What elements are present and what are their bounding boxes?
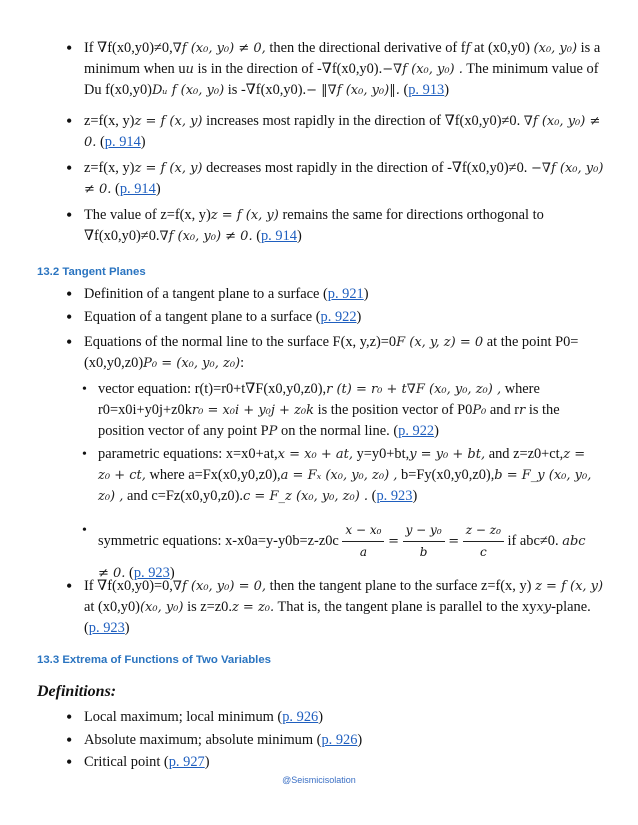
list-item: [84, 752, 604, 773]
sub-list-item: • symmetric equations: x-x0a=y-y0b=z-z0c $\frac{\text{x − x₀}}{a}$ = $\frac{\text{y − y₀}}{b}$ = $\frac{\text{z − z₀}}{c}$ if abc≠0. abc ≠ 0. (p. 923): [98, 520, 598, 584]
math-expression: P₀: [472, 403, 487, 418]
text-run: is in the direction of -∇f(x0,y0).: [193, 61, 383, 77]
math-expression: (x₀, y₀): [533, 41, 578, 56]
denominator: a: [359, 545, 368, 559]
math-expression: z = z₀ + ct,: [98, 447, 586, 483]
text-run: ): [318, 709, 324, 725]
text-run: at the point P0=(x0,y0,z0): [84, 334, 579, 371]
list-item: [84, 576, 604, 639]
math-expression: ∇f (x₀, y₀) ≠ 0.: [84, 114, 601, 150]
text-run: is the position vector of any point P: [98, 402, 560, 439]
text-run: ): [357, 732, 363, 748]
math-expression: Dᵤ f (x₀, y₀): [151, 83, 225, 98]
page-link[interactable]: p. 926: [282, 709, 319, 725]
page-link[interactable]: p. 926: [321, 732, 358, 748]
text-run: Definition of a tangent plane to a surface (: [84, 286, 328, 302]
text-run: ): [204, 754, 210, 770]
text-run: ): [356, 309, 362, 325]
text-run: at (x0,y0): [84, 599, 140, 615]
text-run: is z=z0.: [183, 599, 232, 615]
section-heading: 13.3 Extrema of Functions of Two Variables: [37, 654, 271, 666]
text-run: ): [363, 286, 369, 302]
page-link[interactable]: p. 914: [104, 134, 141, 150]
math-expression: c = F_z (x₀, y₀, z₀) .: [243, 489, 369, 504]
numerator: x − x₀: [342, 520, 384, 542]
math-expression: ∇f (x₀, y₀) ≠ 0.: [159, 229, 253, 244]
page-link[interactable]: p. 914: [260, 228, 297, 244]
definitions-heading: Definitions:: [37, 683, 117, 700]
text-run: where a=Fx(x0,y0,z0),: [145, 467, 281, 483]
list-item: • If ∇f(x0,y0)≠0,∇f (x₀, y₀) ≠ 0, then the directional derivative of ff at (x0,y0) (x₀, y₀) is a minimum when uu is in the direction of -∇f(x0,y0).−∇f (x₀, y₀) . The minimum value of Du f(x0,y0)Dᵤ f (x₀, y₀) is -∇f(x0,y0).− ‖∇f (x₀, y₀)‖. (p. 913): [84, 38, 604, 101]
text-run: on the normal line. (: [277, 423, 399, 439]
text-run: where r0=x0i+y0j+z0k: [98, 381, 540, 418]
page-link[interactable]: p. 922: [320, 309, 357, 325]
math-expression: abc ≠ 0.: [98, 533, 586, 581]
text-run: That is, the tangent plane is parallel to the xy: [274, 599, 537, 615]
math-expression: xy: [536, 600, 552, 615]
text-run: Absolute maximum; absolute minimum (: [84, 732, 322, 748]
denominator: b: [419, 545, 428, 559]
text-run: and z=z0+ct,: [485, 446, 564, 462]
math-expression: −∇f (x₀, y₀) ≠ 0.: [84, 161, 604, 197]
page-link[interactable]: p. 922: [398, 423, 435, 439]
math-expression: z = f (x, y): [210, 208, 279, 223]
page-link[interactable]: p. 923: [88, 620, 125, 636]
math-expression: r: [519, 403, 526, 418]
text-run: Equation of a tangent plane to a surface (: [84, 309, 321, 325]
math-expression: r (t) = r₀ + t∇F (x₀, y₀, z₀) ,: [326, 382, 502, 397]
math-expression: F (x, y, z) = 0: [396, 335, 484, 350]
text-run: at (x0,y0): [470, 40, 530, 56]
text-run: Critical point (: [84, 754, 169, 770]
section-heading: 13.2 Tangent Planes: [37, 266, 146, 278]
fraction: [463, 520, 504, 563]
math-expression: (x₀, y₀): [139, 600, 184, 615]
list-item: • The value of z=f(x, y)z = f (x, y) remains the same for directions orthogonal to ∇f(x0,y0)≠0.∇f (x₀, y₀) ≠ 0. (p. 914): [84, 205, 604, 247]
text-run: is -∇f(x0,y0).: [224, 82, 307, 98]
text-run: ): [434, 423, 439, 439]
math-expression: P: [268, 424, 278, 439]
fraction: [403, 520, 445, 563]
text-run: Local maximum; local minimum (: [84, 709, 283, 725]
list-item: [84, 707, 604, 728]
page-link[interactable]: p. 923: [133, 565, 170, 581]
math-expression: z = z₀.: [231, 600, 275, 615]
sub-list-item: [98, 379, 598, 442]
text-run: Equations of the normal line to the surface F(x, y,z)=0: [84, 334, 397, 350]
math-expression: =: [448, 533, 460, 549]
math-expression: a = Fₓ (x₀, y₀, z₀) ,: [280, 468, 398, 483]
text-run: and r: [486, 402, 520, 418]
math-expression: z = f (x, y): [535, 579, 604, 594]
text-run: The minimum value of Du f(x0,y0): [84, 61, 599, 98]
page-link[interactable]: p. 921: [327, 286, 364, 302]
math-expression: y = y₀ + bt,: [409, 447, 486, 462]
text-run: y=y0+bt,: [352, 446, 410, 462]
fraction: [342, 520, 384, 563]
math-expression: −∇f (x₀, y₀) .: [382, 62, 463, 77]
math-expression: =: [388, 533, 399, 549]
math-expression: x = x₀ + at,: [277, 447, 353, 462]
page-link[interactable]: p. 914: [119, 181, 156, 197]
text-run: then the tangent plane to the surface z=f(x, y): [266, 578, 532, 594]
math-expression: f: [465, 41, 471, 56]
text-run: increases most rapidly in the direction of ∇f(x0,y0)≠0.: [202, 113, 521, 129]
numerator: z − z₀: [463, 520, 504, 542]
text-run: b=Fy(x0,y0,z0),: [397, 467, 495, 483]
text-run: :: [240, 355, 245, 371]
math-expression: P₀ = (x₀, y₀, z₀): [143, 356, 241, 371]
list-item: [84, 284, 604, 305]
text-run: symmetric equations: x-x0a=y-y0b=z-z0c: [98, 532, 339, 549]
math-expression: r₀ = x₀i + y₀j + z₀k: [191, 403, 315, 418]
text-run: and c=Fz(x0,y0,z0).: [123, 488, 244, 504]
list-item: [84, 307, 604, 328]
list-item: [84, 332, 604, 374]
page-link[interactable]: p. 927: [168, 754, 205, 770]
text-run: If ∇f(x0,y0)≠0,: [84, 40, 173, 56]
denominator: c: [479, 545, 487, 559]
sub-list-item: • parametric equations: x=x0+at,x = x₀ + at, y=y0+bt,y = y₀ + bt, and z=z0+ct,z = z₀ + ct, where a=Fx(x0,y0,z0),a = Fₓ (x₀, y₀, z₀) , b=Fy(x0,y0,z0),b = F_y (x₀, y₀, z₀) , and c=Fz(x0,y0,z0).c = F_z (x₀, y₀, z₀) . (p. 923): [98, 444, 598, 507]
text-run: ): [124, 620, 130, 636]
list-item: • z=f(x, y)z = f (x, y) decreases most rapidly in the direction of -∇f(x0,y0)≠0. −∇f (x₀, y₀) ≠ 0. (p. 914): [84, 158, 604, 200]
text-run: -plane. (: [84, 599, 591, 636]
text-run: then the directional derivative of f: [265, 40, 466, 56]
watermark-footer: @Seismicisolation: [282, 775, 356, 785]
text-run: if abc≠0.: [507, 532, 559, 549]
math-expression: z = f (x, y): [134, 161, 203, 176]
math-expression: u: [185, 62, 194, 77]
math-expression: − ‖∇f (x₀, y₀)‖.: [306, 83, 400, 98]
text-run: If ∇f(x0,y0)=0,: [84, 578, 173, 594]
math-expression: b = F_y (x₀, y₀, z₀) ,: [98, 468, 592, 504]
text-run: vector equation: r(t)=r0+t∇F(x0,y0,z0),: [98, 381, 327, 397]
numerator: y − y₀: [403, 520, 445, 542]
text-run: is the position vector of P0: [314, 402, 473, 418]
math-expression: ∇f (x₀, y₀) = 0,: [172, 579, 266, 594]
page-link[interactable]: p. 913: [408, 82, 445, 98]
math-expression: z = f (x, y): [134, 114, 203, 129]
text-run: is a minimum when u: [84, 40, 601, 77]
text-run: decreases most rapidly in the direction of -∇f(x0,y0)≠0.: [202, 160, 528, 176]
list-item: • z=f(x, y)z = f (x, y) increases most rapidly in the direction of ∇f(x0,y0)≠0. ∇f (x₀, y₀) ≠ 0. (p. 914): [84, 111, 604, 153]
text-run: z=f(x, y): [84, 113, 135, 129]
text-run: The value of z=f(x, y): [84, 207, 211, 223]
text-run: parametric equations: x=x0+at,: [98, 446, 278, 462]
text-run: remains the same for directions orthogonal to ∇f(x0,y0)≠0.: [84, 207, 544, 244]
math-expression: ∇f (x₀, y₀) ≠ 0,: [172, 41, 266, 56]
page-link[interactable]: p. 923: [376, 488, 413, 504]
text-run: z=f(x, y): [84, 160, 135, 176]
list-item: [84, 730, 604, 751]
